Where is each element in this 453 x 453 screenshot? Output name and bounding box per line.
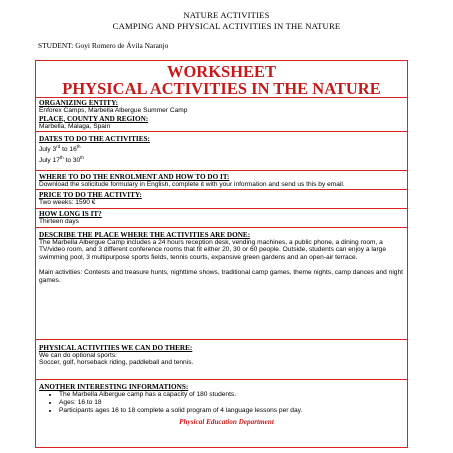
describe-text: The Marbella Albergue Camp includes a 24 hours reception desk, vending machines, a public phone, a dining room, a TV/video room, and 3 different conference rooms that fit either 20, 30 or 60 people. Outside, students can enjoy a large swimming pool, 3 multipurpose sports fields, tennis courts, expansive green gardens and an open-air terrace. <box>39 238 386 261</box>
other-list <box>39 391 404 416</box>
describe-activities: Main activities: Contests and treasure hunts, nighttime shows, traditional camp games, theme nights, camp dances and night games. <box>39 269 403 284</box>
place-label: PLACE, COUNTY AND REGION: <box>39 114 149 123</box>
price-label: PRICE TO DO THE ACTIVITY: <box>39 191 142 200</box>
describe-label: DESCRIBE THE PLACE WHERE THE ACTIVITIES ARE DONE: <box>39 230 251 239</box>
section-price <box>36 189 407 208</box>
enrolment-label: WHERE TO DO THE ENROLMENT AND HOW TO DO IT: <box>39 172 230 181</box>
worksheet-title <box>36 61 407 97</box>
worksheet-box <box>35 60 408 448</box>
section-enrolment <box>36 170 407 190</box>
list-item: • The Marbella Albergue camp has a capacity of 180 students. <box>59 391 404 399</box>
organizing-text: Enforex Camps, Marbella Albergue Summer Camp <box>39 107 188 114</box>
section-howlong <box>36 208 407 227</box>
howlong-text: Thirteen days <box>39 217 79 225</box>
date-line-1: July 3rd to 16th <box>39 144 81 154</box>
list-item: • Participants ages 16 to 18 complete a solid program of 4 language lessons per day. <box>59 407 404 415</box>
enrolment-text: Download the solicitude formulary in English, complete it with your information and send us this by email. <box>39 180 345 188</box>
header-line1: NATURE ACTIVITIES <box>183 10 270 20</box>
physical-sports: Soccer, golf, horseback riding, paddleball and tennis. <box>39 359 194 367</box>
physical-text: We can do optional sports: <box>39 351 117 359</box>
section-organizing <box>36 97 407 131</box>
title-line1: WORKSHEET <box>166 62 277 81</box>
section-other <box>36 379 407 447</box>
student-name: STUDENT: Goyi Romero de Ávila Naranjo <box>38 41 169 50</box>
howlong-label: HOW LONG IS IT? <box>39 209 102 218</box>
date-line-2: July 17th to 30th <box>39 154 84 165</box>
header-line2: CAMPING AND PHYSICAL ACTIVITIES IN THE NATURE <box>112 21 341 31</box>
other-label: ANOTHER INTERESTING INFORMATIONS: <box>39 382 189 391</box>
dates-label: DATES TO DO THE ACTIVITIES: <box>39 135 150 144</box>
section-physical <box>36 339 407 379</box>
price-text: Two weeks: 1590 € <box>39 199 96 207</box>
section-describe <box>36 227 407 339</box>
organizing-label: ORGANIZING ENTITY: <box>39 99 119 107</box>
footer-department: Physical Education Department <box>179 418 274 426</box>
list-item: • Ages: 16 to 18 <box>59 399 404 407</box>
physical-label: PHYSICAL ACTIVITIES WE CAN DO THERE: <box>39 343 193 352</box>
section-dates <box>36 131 407 170</box>
place-text: Marbella, Malaga, Spain <box>39 122 111 130</box>
title-line2: PHYSICAL ACTIVITIES IN THE NATURE <box>62 79 381 98</box>
